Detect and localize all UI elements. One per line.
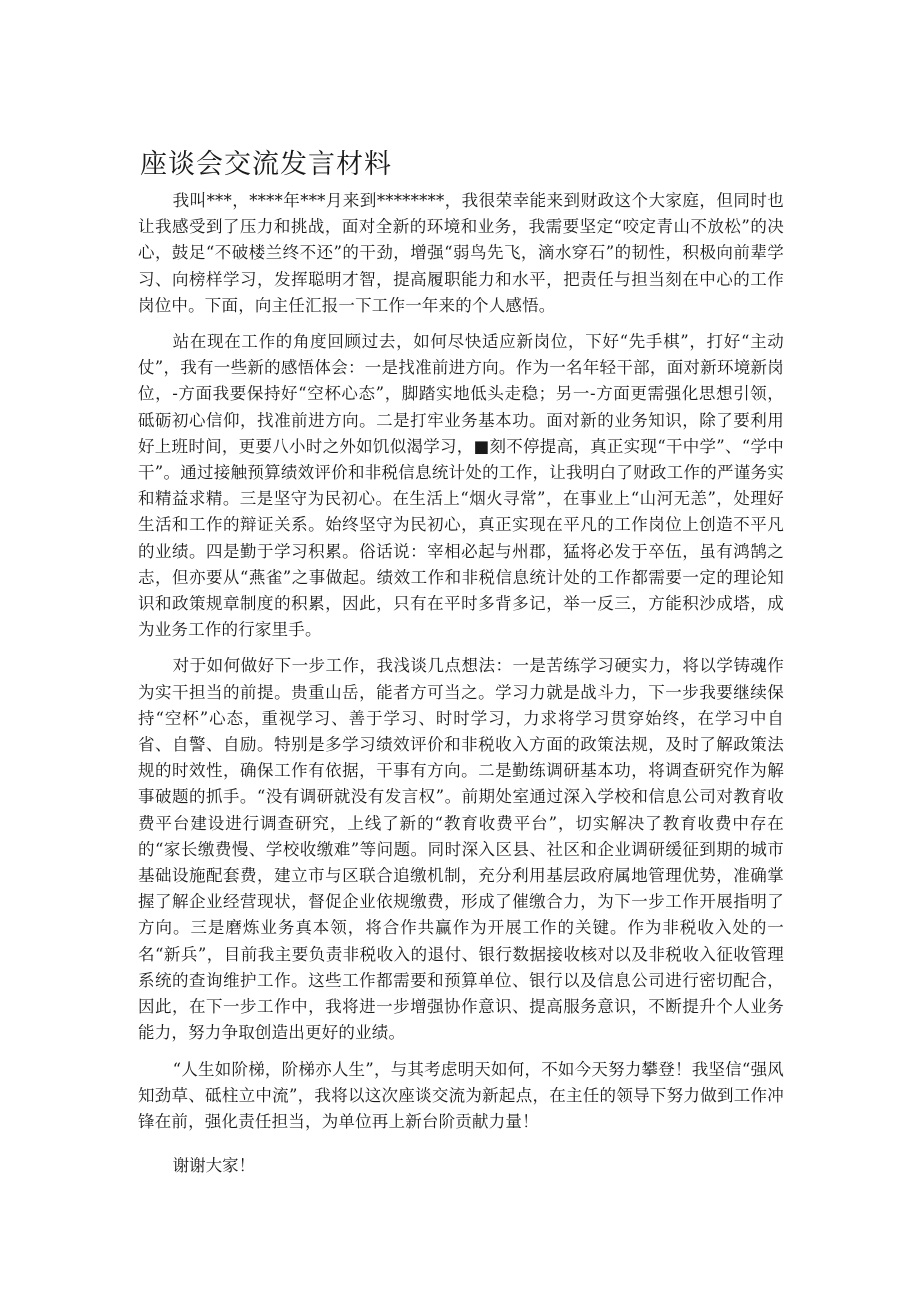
paragraph-conclusion: “人生如阶梯，阶梯亦人生”，与其考虑明天如何，不如今天努力攀登！我坚信“强风知劲草、砥柱立中流”，我将以这次座谈交流为新起点，在主任的领导下努力做到工作冲锋在前，强化责任担当，为单位再上新台阶贡献力量！ — [138, 1059, 784, 1131]
paragraph-next-steps: 对于如何做好下一步工作，我浅谈几点想法：一是苦练学习硬实力，将以学铸魂作为实干担当的前提。贵重山岳，能者方可当之。学习力就是战斗力，下一步我要继续保持“空杯”心态，重视学习、善于学习、时时学习，力求将学习贯穿始终，在学习中自省、自警、自励。特别是多学习绩效评价和非税收入方面的政策法规，及时了解政策法规的时效性，确保工作有依据，干事有方向。二是勤练调研基本功，将调查研究作为解事破题的抓手。“没有调研就没有发言权”。前期处室通过深入学校和信息公司对教育收费平台建设进行调查研究，上线了新的“教育收费平台”，切实解决了教育收费中存在的“家长缴费慢、学校收缴难”等问题。同时深入区县、社区和企业调研缓征到期的城市基础设施配套费，建立市与区联合追缴机制，充分利用基层政府属地管理优势，准确掌握了解企业经营现状，督促企业依规缴费，形成了催缴合力，为下一步工作开展指明了方向。三是磨炼业务真本领，将合作共赢作为开展工作的关键。作为非税收入处的一名“新兵”，目前我主要负责非税收入的退付、银行数据接收核对以及非税收入征收管理系统的查询维护工作。这些工作都需要和预算单位、银行以及信息公司进行密切配合，因此，在下一步工作中，我将进一步增强协作意识、提高服务意识，不断提升个人业务能力，努力争取创造出更好的业绩。 — [138, 656, 784, 1043]
paragraph-introduction: 我叫***，****年***月来到********，我很荣幸能来到财政这个大家庭，但同时也让我感受到了压力和挑战，面对全新的环境和业务，我需要坚定“咬定青山不放松”的决心，鼓足“不破楼兰终不还”的干劲，增强“弱鸟先飞，滴水穿石”的韧性，积极向前辈学习、向榜样学习，发挥聪明才智，提高履职能力和水平，把责任与担当刻在中心的工作岗位中。下面，向主任汇报一下工作一年来的个人感悟。 — [138, 191, 784, 315]
page-title: 座谈会交流发言材料 — [140, 149, 392, 180]
paragraph-reflections: 站在现在工作的角度回顾过去，如何尽快适应新岗位，下好“先手棋”，打好“主动仗”，我有一些新的感悟体会：一是找准前进方向。作为一名年轻干部，面对新环境新岗位，-方面我要保持好“空杯心态”，脚踏实地低头走稳；另一-方面更需强化思想引领，砥砺初心信仰，找准前进方向。二是打牢业务基本功。面对新的业务知识，除了要利用好上班时间，更要八小时之外如饥似渴学习，■刻不停提高，真正实现“干中学”、“学中干”。通过接触预算绩效评价和非税信息统计处的工作，让我明白了财政工作的严谨务实和精益求精。三是坚守为民初心。在生活上“烟火寻常”，在事业上“山河无恙”，处理好生活和工作的辩证关系。始终坚守为民初心，真正实现在平凡的工作岗位上创造不平凡的业绩。四是勤于学习积累。俗话说：宰相必起与州郡，猛将必发于卒伍，虽有鸿鹄之志，但亦要从“燕雀”之事做起。绩效工作和非税信息统计处的工作都需要一定的理论知识和政策规章制度的积累，因此，只有在平时多背多记，举一反三，方能积沙成塔，成为业务工作的行家里手。 — [138, 332, 784, 640]
closing-thanks: 谢谢大家！ — [172, 1156, 256, 1176]
document-body — [138, 188, 784, 1179]
